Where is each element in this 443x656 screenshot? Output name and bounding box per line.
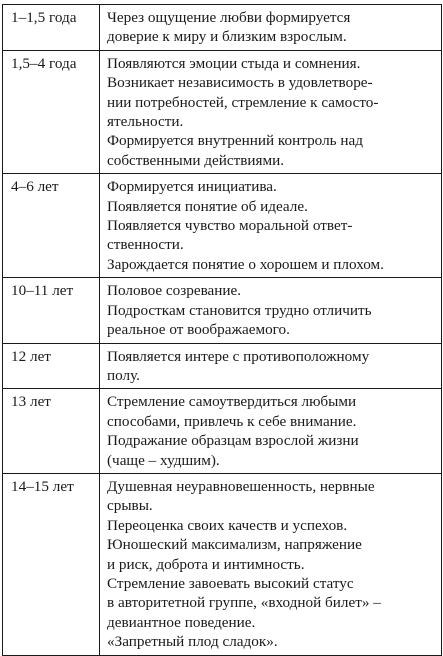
description-line: девиантное поведение. (107, 613, 256, 631)
description-line: Подражание образцам взрослой жизни (107, 432, 359, 450)
description-line: Появляется интере с противоположному (107, 347, 370, 365)
description-cell (100, 50, 442, 173)
description-line: собственными действиями. (107, 151, 285, 169)
description-line: Стремление самоутвердиться любыми (107, 393, 357, 411)
description-line: Душевная неуравновешенность, нервные (107, 477, 375, 495)
description-line: способами, привлечь к себе внимание. (107, 412, 357, 430)
table-row (3, 174, 442, 278)
table-row (3, 5, 442, 51)
description-line: Подросткам становится трудно отличить (107, 301, 372, 319)
age-cell: 14–15 лет (3, 473, 100, 655)
description-line: ственности. (107, 236, 184, 254)
table-row (3, 50, 442, 173)
description-cell (100, 5, 442, 51)
description-line: Стремление завоевать высокий статус (107, 574, 354, 592)
description-cell (100, 389, 442, 474)
table-row (3, 389, 442, 474)
table-row (3, 343, 442, 389)
description-line: Юношеский максимализм, напряжение (107, 536, 362, 554)
description-line: Переоценка своих качеств и успехов. (107, 516, 348, 534)
description-line: реальное от воображаемого. (107, 321, 290, 339)
description-cell (100, 343, 442, 389)
description-line: Формируется инициатива. (107, 178, 277, 196)
age-cell: 1–1,5 года (3, 5, 100, 51)
age-cell: 10–11 лет (3, 278, 100, 343)
description-line: доверие к миру и близким взрослым. (107, 28, 347, 46)
description-cell (100, 473, 442, 655)
description-cell (100, 278, 442, 343)
description-line: Формируется внутренний контроль над (107, 132, 363, 150)
description-line: Возникает независимость в удовлетворе- (107, 74, 373, 92)
description-line: полу. (107, 366, 140, 384)
description-line: «Запретный плод сладок». (107, 633, 278, 651)
table-row (3, 473, 442, 655)
description-line: Появляются эмоции стыда и сомнения. (107, 54, 361, 72)
description-line: Появляется понятие об идеале. (107, 197, 308, 215)
description-line: Половое созревание. (107, 282, 242, 300)
description-line: и риск, доброта и интимность. (107, 555, 305, 573)
description-line: (чаще – худшим). (107, 451, 220, 469)
age-cell: 1,5–4 года (3, 50, 100, 173)
description-line: в авторитетной группе, «входной билет» – (107, 594, 381, 612)
table-row (3, 278, 442, 343)
description-line: Появляется чувство моральной ответ- (107, 217, 353, 235)
description-line: нии потребностей, стремление к самосто- (107, 93, 379, 111)
description-line: Через ощущение любви формируется (107, 9, 351, 26)
description-line: Зарождается понятие о хорошем и плохом. (107, 255, 384, 273)
age-cell: 4–6 лет (3, 174, 100, 278)
age-stages-table (2, 4, 442, 656)
description-line: срывы. (107, 497, 153, 515)
age-cell: 13 лет (3, 389, 100, 474)
age-cell: 12 лет (3, 343, 100, 389)
description-line: ятельности. (107, 113, 184, 131)
description-cell (100, 174, 442, 278)
